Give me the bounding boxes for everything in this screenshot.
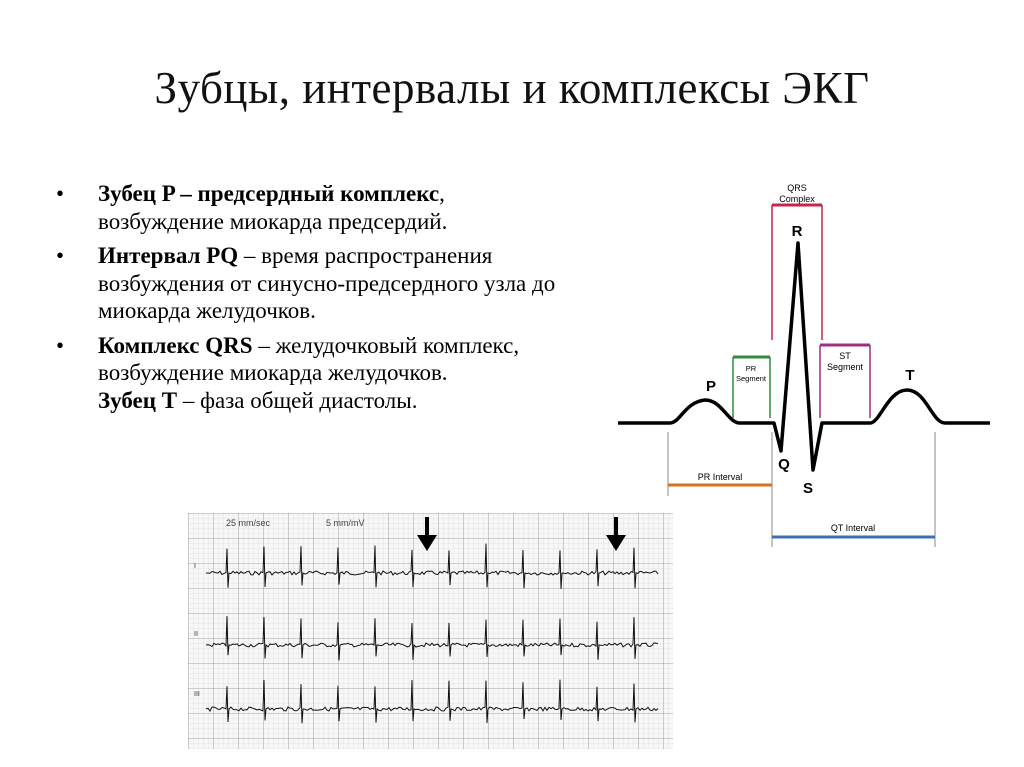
lead-mark-3: III bbox=[194, 691, 200, 698]
ecg-waveform bbox=[618, 243, 990, 470]
qrs-label-line1: QRS bbox=[787, 183, 807, 193]
p-wave-label: P bbox=[705, 378, 717, 395]
t-wave-label: T bbox=[905, 367, 915, 384]
st-segment-label-line1: ST bbox=[839, 351, 851, 361]
term-pq-interval: Интервал PQ bbox=[98, 243, 239, 268]
pq-interval-desc: время распространения возбуждения от синусно-предсердного узла до миокарда желудочков. bbox=[98, 243, 556, 323]
pr-interval-label: PR Interval bbox=[697, 472, 743, 482]
r-wave-label: R bbox=[791, 223, 803, 240]
strip-grid bbox=[188, 513, 673, 749]
st-segment-label-line2: Segment bbox=[826, 362, 864, 372]
term-p-wave: Зубец P bbox=[98, 181, 175, 206]
s-wave-label: S bbox=[802, 480, 814, 497]
separator: – bbox=[238, 243, 262, 268]
term-p-wave-desc: предсердный комплекс bbox=[197, 181, 440, 206]
qrs-complex-desc: желудочковый комплекс, возбуждение миокарда желудочков. bbox=[98, 332, 520, 385]
separator: – bbox=[252, 332, 276, 358]
qt-interval-label: QT Interval bbox=[830, 523, 876, 533]
slide-title: Зубцы, интервалы и комплексы ЭКГ bbox=[154, 63, 870, 113]
separator: – bbox=[174, 181, 198, 206]
qrs-label-line2: Complex bbox=[779, 194, 815, 204]
qt-interval-marker bbox=[772, 432, 935, 547]
term-t-wave: Зубец Т bbox=[98, 387, 178, 413]
term-qrs-complex: Комплекс QRS bbox=[98, 332, 253, 358]
lead-mark-2: II bbox=[194, 631, 198, 638]
pr-segment-marker bbox=[733, 357, 770, 418]
pr-segment-label-line1: PR bbox=[745, 364, 757, 373]
pr-interval-marker bbox=[668, 432, 772, 496]
pr-segment-label-line2: Segment bbox=[735, 374, 767, 383]
strip-speed-label: 25 mm/sec bbox=[226, 518, 271, 528]
p-wave-tail: , возбуждение миокарда предсердий. bbox=[98, 181, 448, 234]
strip-gain-label: 5 mm/mV bbox=[326, 518, 365, 528]
t-wave-desc: – фаза общей диастолы. bbox=[177, 387, 418, 413]
q-wave-label: Q bbox=[778, 456, 790, 473]
lead-mark-1: I bbox=[194, 563, 196, 570]
ecg-strip bbox=[188, 513, 673, 749]
st-segment-marker bbox=[820, 345, 870, 418]
